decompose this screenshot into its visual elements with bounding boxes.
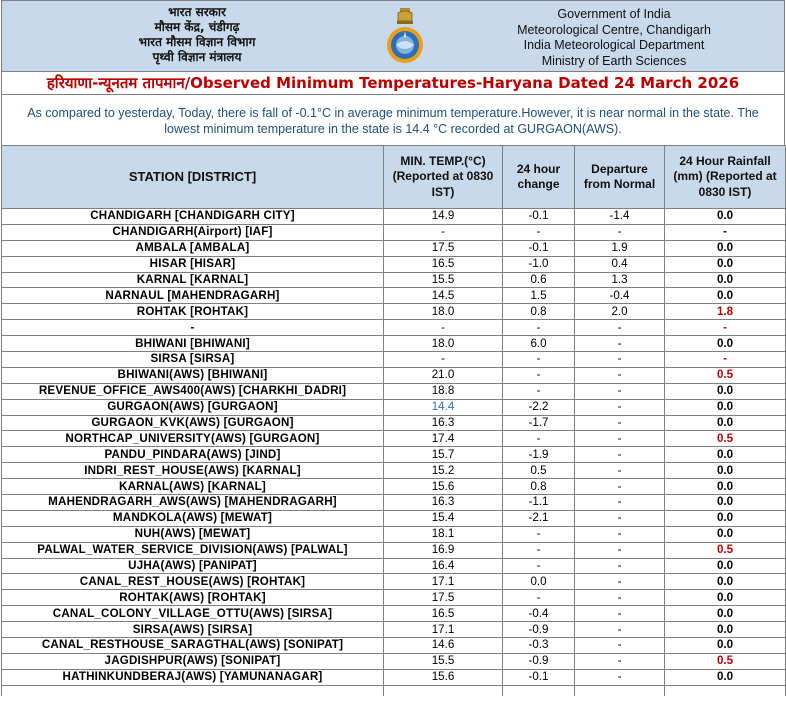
- departure-cell: -: [575, 638, 665, 654]
- english-line: Meteorological Centre, Chandigarh: [517, 22, 711, 37]
- min-temp-cell: 17.1: [384, 574, 503, 590]
- min-temp-cell: 15.5: [384, 272, 503, 288]
- station-cell: CANAL_COLONY_VILLAGE_OTTU(AWS) [SIRSA]: [2, 606, 384, 622]
- min-temp-cell: 21.0: [384, 367, 503, 383]
- table-row: [2, 367, 786, 383]
- station-cell: CANAL_RESTHOUSE_SARAGTHAL(AWS) [SONIPAT]: [2, 638, 384, 654]
- bulletin-title: हरियाणा-न्यूनतम तापमान/Observed Minimum Temperatures-Haryana Dated 24 March 2026: [1, 71, 785, 95]
- rainfall-cell: 0.5: [665, 431, 786, 447]
- rainfall-cell: -: [665, 224, 786, 240]
- change-cell: -: [503, 558, 575, 574]
- table-row: [2, 622, 786, 638]
- col-header-change: [503, 146, 575, 209]
- change-cell: -0.1: [503, 209, 575, 225]
- departure-cell: -: [575, 574, 665, 590]
- station-cell: KARNAL [KARNAL]: [2, 272, 384, 288]
- min-temp-cell: 17.4: [384, 431, 503, 447]
- change-cell: -: [503, 367, 575, 383]
- min-temp-cell: 15.6: [384, 479, 503, 495]
- rainfall-cell: 0.0: [665, 447, 786, 463]
- change-cell: -1.9: [503, 447, 575, 463]
- col-header-rainfall: [665, 146, 786, 209]
- change-cell: -: [503, 383, 575, 399]
- min-temp-cell: 16.9: [384, 542, 503, 558]
- station-cell: PALWAL_WATER_SERVICE_DIVISION(AWS) [PALWAL]: [2, 542, 384, 558]
- col-header-departure: [575, 146, 665, 209]
- change-cell: -: [503, 526, 575, 542]
- english-line: Ministry of Earth Sciences: [541, 53, 687, 68]
- rainfall-cell: 0.0: [665, 638, 786, 654]
- english-line: Government of India: [557, 7, 671, 21]
- rainfall-cell: 0.5: [665, 542, 786, 558]
- departure-cell: -: [575, 383, 665, 399]
- station-cell: HISAR [HISAR]: [2, 256, 384, 272]
- min-temp-cell: -: [384, 224, 503, 240]
- table-row: [2, 606, 786, 622]
- station-cell: REVENUE_OFFICE_AWS400(AWS) [CHARKHI_DADRI]: [2, 383, 384, 399]
- change-cell: -1.1: [503, 495, 575, 511]
- change-cell: -2.1: [503, 510, 575, 526]
- col-header-departure-text: Departure from Normal: [583, 161, 656, 191]
- rainfall-cell: -: [665, 352, 786, 368]
- table-row: [2, 542, 786, 558]
- summary-text: As compared to yesterday, Today, there is fall of -0.1°C in average minimum temperature.However, it is near normal in the state. The lowest minimum temperature in the state is 14.4 °C recorded at GURGAON(AWS).: [1, 95, 785, 145]
- departure-cell: -: [575, 479, 665, 495]
- change-cell: -2.2: [503, 399, 575, 415]
- station-cell: INDRI_REST_HOUSE(AWS) [KARNAL]: [2, 463, 384, 479]
- col-header-rainfall-text: 24 Hour Rainfall (mm) (Reported at 0830 IST): [673, 153, 777, 199]
- min-temp-cell: 18.0: [384, 336, 503, 352]
- min-temp-cell: 16.3: [384, 495, 503, 511]
- min-temp-cell: 18.0: [384, 304, 503, 320]
- departure-cell: 2.0: [575, 304, 665, 320]
- table-row: [2, 431, 786, 447]
- departure-cell: 0.4: [575, 256, 665, 272]
- empty-cell: [503, 685, 575, 696]
- min-temp-cell: 16.5: [384, 256, 503, 272]
- hindi-line: भारत सरकार: [168, 5, 226, 19]
- departure-cell: 1.9: [575, 240, 665, 256]
- station-cell: AMBALA [AMBALA]: [2, 240, 384, 256]
- rainfall-cell: 0.0: [665, 558, 786, 574]
- table-row: [2, 495, 786, 511]
- table-row: [2, 272, 786, 288]
- station-cell: PANDU_PINDARA(AWS) [JIND]: [2, 447, 384, 463]
- table-row: [2, 288, 786, 304]
- departure-cell: -: [575, 526, 665, 542]
- table-row: [2, 415, 786, 431]
- table-body: [2, 209, 786, 696]
- table-row: [2, 240, 786, 256]
- change-cell: -1.0: [503, 256, 575, 272]
- change-cell: -0.1: [503, 669, 575, 685]
- rainfall-cell: 0.0: [665, 383, 786, 399]
- table-row-empty: [2, 685, 786, 696]
- station-cell: ROHTAK(AWS) [ROHTAK]: [2, 590, 384, 606]
- rainfall-cell: 0.0: [665, 669, 786, 685]
- departure-cell: -: [575, 590, 665, 606]
- departure-cell: -: [575, 367, 665, 383]
- change-cell: 0.0: [503, 574, 575, 590]
- rainfall-cell: 0.0: [665, 510, 786, 526]
- hindi-line: पृथ्वी विज्ञान मंत्रालय: [152, 50, 242, 64]
- min-temp-cell: 14.4: [384, 399, 503, 415]
- table-row: [2, 336, 786, 352]
- departure-cell: -: [575, 653, 665, 669]
- table-row: [2, 526, 786, 542]
- station-cell: HATHINKUNDBERAJ(AWS) [YAMUNANAGAR]: [2, 669, 384, 685]
- min-temp-cell: 16.4: [384, 558, 503, 574]
- rainfall-cell: 0.0: [665, 606, 786, 622]
- min-temp-cell: -: [384, 320, 503, 336]
- change-cell: 0.8: [503, 304, 575, 320]
- rainfall-cell: 0.5: [665, 367, 786, 383]
- min-temp-cell: 18.8: [384, 383, 503, 399]
- station-cell: -: [2, 320, 384, 336]
- col-header-min-temp-text: MIN. TEMP.(°C) (Reported at 0830 IST): [392, 153, 494, 199]
- station-cell: MANDKOLA(AWS) [MEWAT]: [2, 510, 384, 526]
- table-row: [2, 638, 786, 654]
- rainfall-cell: 0.0: [665, 479, 786, 495]
- departure-cell: -: [575, 463, 665, 479]
- change-cell: 0.6: [503, 272, 575, 288]
- departure-cell: -: [575, 606, 665, 622]
- empty-cell: [384, 685, 503, 696]
- departure-cell: -: [575, 352, 665, 368]
- departure-cell: -: [575, 224, 665, 240]
- rainfall-cell: 0.0: [665, 415, 786, 431]
- min-temp-cell: 15.5: [384, 653, 503, 669]
- station-cell: KARNAL(AWS) [KARNAL]: [2, 479, 384, 495]
- change-cell: -: [503, 431, 575, 447]
- table-row: [2, 590, 786, 606]
- min-temp-cell: 17.5: [384, 590, 503, 606]
- change-cell: 1.5: [503, 288, 575, 304]
- col-header-station: STATION [DISTRICT]: [2, 146, 384, 209]
- table-row: [2, 399, 786, 415]
- station-cell: NARNAUL [MAHENDRAGARH]: [2, 288, 384, 304]
- col-header-change-text: 24 hour change: [516, 161, 561, 191]
- table-row: [2, 256, 786, 272]
- rainfall-cell: 0.5: [665, 653, 786, 669]
- departure-cell: -: [575, 622, 665, 638]
- table-row: [2, 669, 786, 685]
- station-cell: ROHTAK [ROHTAK]: [2, 304, 384, 320]
- table-row: [2, 558, 786, 574]
- min-temp-cell: 16.5: [384, 606, 503, 622]
- station-cell: GURGAON_KVK(AWS) [GURGAON]: [2, 415, 384, 431]
- change-cell: -0.4: [503, 606, 575, 622]
- change-cell: -0.1: [503, 240, 575, 256]
- table-row: [2, 463, 786, 479]
- station-cell: NORTHCAP_UNIVERSITY(AWS) [GURGAON]: [2, 431, 384, 447]
- rainfall-cell: 0.0: [665, 209, 786, 225]
- min-temp-cell: 16.3: [384, 415, 503, 431]
- departure-cell: -: [575, 336, 665, 352]
- min-temp-cell: 17.5: [384, 240, 503, 256]
- station-cell: CANAL_REST_HOUSE(AWS) [ROHTAK]: [2, 574, 384, 590]
- rainfall-cell: 0.0: [665, 336, 786, 352]
- station-cell: CHANDIGARH [CHANDIGARH CITY]: [2, 209, 384, 225]
- table-row: [2, 479, 786, 495]
- hindi-line: मौसम केंद्र, चंडीगढ़: [154, 20, 240, 34]
- rainfall-cell: 0.0: [665, 463, 786, 479]
- change-cell: -0.3: [503, 638, 575, 654]
- rainfall-cell: 0.0: [665, 288, 786, 304]
- empty-cell: [575, 685, 665, 696]
- hindi-letterhead: [62, 5, 332, 65]
- change-cell: 0.5: [503, 463, 575, 479]
- departure-cell: -: [575, 510, 665, 526]
- rainfall-cell: 0.0: [665, 399, 786, 415]
- rainfall-cell: 0.0: [665, 526, 786, 542]
- min-temp-cell: 14.9: [384, 209, 503, 225]
- departure-cell: -: [575, 542, 665, 558]
- min-temp-cell: 18.1: [384, 526, 503, 542]
- departure-cell: 1.3: [575, 272, 665, 288]
- station-cell: CHANDIGARH(Airport) [IAF]: [2, 224, 384, 240]
- bulletin: [1, 0, 785, 696]
- departure-cell: -: [575, 399, 665, 415]
- rainfall-cell: 0.0: [665, 272, 786, 288]
- station-cell: JAGDISHPUR(AWS) [SONIPAT]: [2, 653, 384, 669]
- rainfall-cell: 0.0: [665, 495, 786, 511]
- departure-cell: -: [575, 495, 665, 511]
- rainfall-cell: -: [665, 320, 786, 336]
- change-cell: -0.9: [503, 653, 575, 669]
- station-cell: SIRSA [SIRSA]: [2, 352, 384, 368]
- english-line: India Meteorological Department: [523, 38, 705, 52]
- change-cell: 0.8: [503, 479, 575, 495]
- imd-emblem-icon: [385, 7, 425, 67]
- rainfall-cell: 0.0: [665, 240, 786, 256]
- departure-cell: -: [575, 447, 665, 463]
- departure-cell: -: [575, 415, 665, 431]
- col-header-min-temp: [384, 146, 503, 209]
- change-cell: -: [503, 590, 575, 606]
- station-cell: UJHA(AWS) [PANIPAT]: [2, 558, 384, 574]
- station-cell: GURGAON(AWS) [GURGAON]: [2, 399, 384, 415]
- change-cell: -: [503, 224, 575, 240]
- hindi-line: भारत मौसम विज्ञान विभाग: [138, 35, 256, 49]
- change-cell: -: [503, 352, 575, 368]
- table-row: [2, 510, 786, 526]
- departure-cell: -: [575, 431, 665, 447]
- min-temp-cell: 15.6: [384, 669, 503, 685]
- rainfall-cell: 1.8: [665, 304, 786, 320]
- letterhead: [1, 0, 785, 71]
- table-row: [2, 574, 786, 590]
- rainfall-cell: 0.0: [665, 256, 786, 272]
- change-cell: -: [503, 542, 575, 558]
- change-cell: -: [503, 320, 575, 336]
- departure-cell: -: [575, 558, 665, 574]
- departure-cell: -: [575, 669, 665, 685]
- temperature-table: [1, 145, 786, 696]
- station-cell: NUH(AWS) [MEWAT]: [2, 526, 384, 542]
- table-row: [2, 447, 786, 463]
- station-cell: BHIWANI [BHIWANI]: [2, 336, 384, 352]
- table-row: [2, 320, 786, 336]
- empty-cell: [665, 685, 786, 696]
- min-temp-cell: 15.7: [384, 447, 503, 463]
- table-row: [2, 653, 786, 669]
- departure-cell: -: [575, 320, 665, 336]
- station-cell: SIRSA(AWS) [SIRSA]: [2, 622, 384, 638]
- table-row: [2, 209, 786, 225]
- departure-cell: -0.4: [575, 288, 665, 304]
- table-row: [2, 383, 786, 399]
- table-row: [2, 304, 786, 320]
- change-cell: -1.7: [503, 415, 575, 431]
- rainfall-cell: 0.0: [665, 574, 786, 590]
- english-letterhead: [484, 7, 744, 69]
- table-row: [2, 352, 786, 368]
- change-cell: -0.9: [503, 622, 575, 638]
- table-row: [2, 224, 786, 240]
- rainfall-cell: 0.0: [665, 622, 786, 638]
- min-temp-cell: 15.2: [384, 463, 503, 479]
- min-temp-cell: 15.4: [384, 510, 503, 526]
- departure-cell: -1.4: [575, 209, 665, 225]
- min-temp-cell: 14.6: [384, 638, 503, 654]
- empty-cell: [2, 685, 384, 696]
- change-cell: 6.0: [503, 336, 575, 352]
- rainfall-cell: 0.0: [665, 590, 786, 606]
- min-temp-cell: 14.5: [384, 288, 503, 304]
- station-cell: MAHENDRAGARH_AWS(AWS) [MAHENDRAGARH]: [2, 495, 384, 511]
- min-temp-cell: 17.1: [384, 622, 503, 638]
- min-temp-cell: -: [384, 352, 503, 368]
- station-cell: BHIWANI(AWS) [BHIWANI]: [2, 367, 384, 383]
